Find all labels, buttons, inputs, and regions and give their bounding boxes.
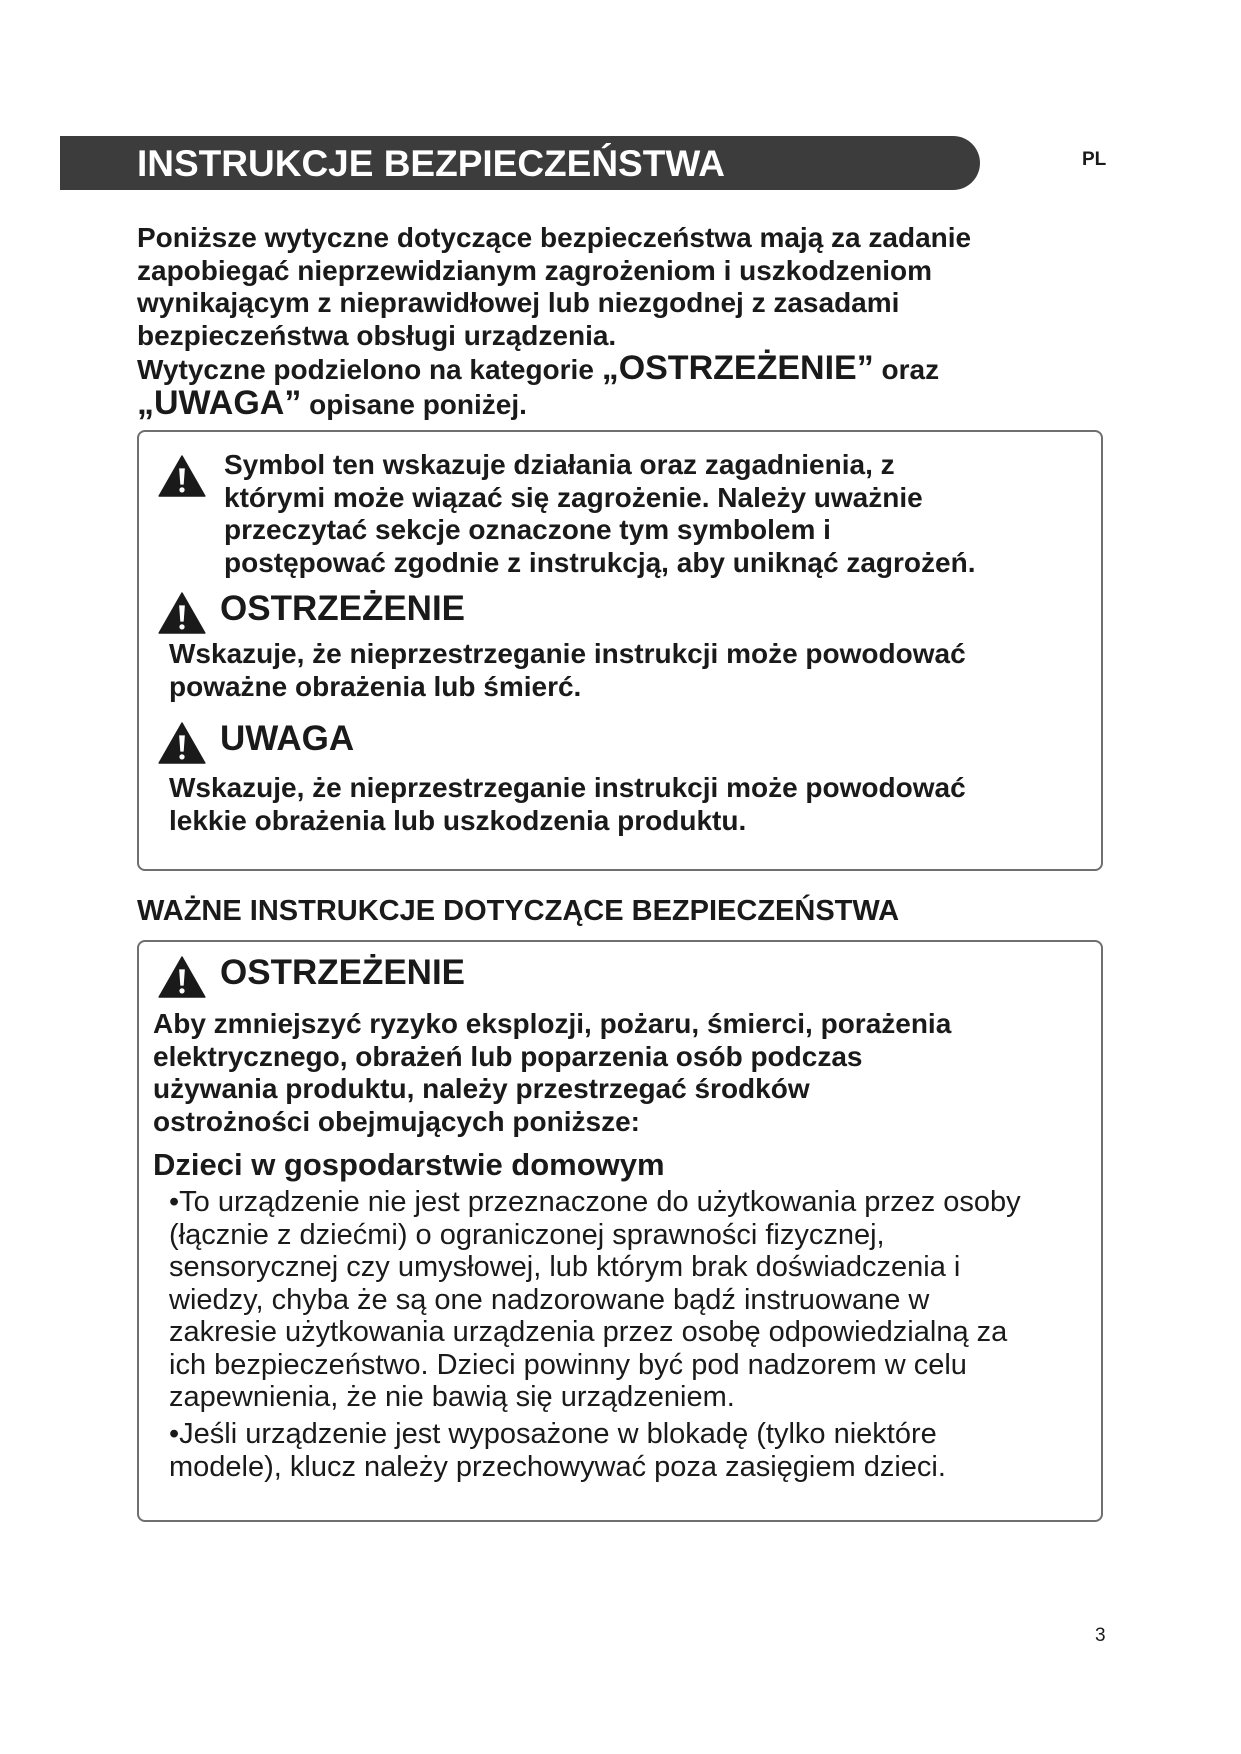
intro-line: zapobiegać nieprzewidzianym zagrożeniom i uszkodzeniom <box>137 254 933 286</box>
warning-description-line: poważne obrażenia lub śmierć. <box>169 670 582 702</box>
warning-text-line: elektrycznego, obrażeń lub poparzenia osób podczas <box>153 1040 863 1072</box>
intro-paragraph <box>137 222 1137 421</box>
bullet-line: sensorycznej czy umysłowej, lub którym brak doświadczenia i <box>169 1251 961 1283</box>
bullet-line: zapewnienia, że nie bawią się urządzeniem. <box>169 1381 735 1413</box>
warning-text-line: ostrożności obejmujących poniższe: <box>153 1105 640 1137</box>
warning-heading: OSTRZEŻENIE <box>220 953 466 992</box>
warning-triangle-icon <box>158 956 206 998</box>
language-code: PL <box>1082 149 1107 170</box>
bullet-line: ich bezpieczeństwo. Dzieci powinny być pod nadzorem w celu <box>169 1348 967 1381</box>
warning-description <box>169 638 966 703</box>
intro-line: wynikającym z nieprawidłowej lub niezgodnej z zasadami <box>137 287 900 318</box>
warning-description-line: Wskazuje, że nieprzestrzeganie instrukcji może powodować <box>169 638 966 669</box>
page-number: 3 <box>1095 1625 1106 1646</box>
category-warning: „OSTRZEŻENIE” <box>601 349 874 387</box>
caution-description-line: lekkie obrażenia lub uszkodzenia produktu. <box>169 804 747 836</box>
symbol-description-line: przeczytać sekcje oznaczone tym symbolem i <box>224 514 831 545</box>
warning-text-line: używania produktu, należy przestrzegać środków <box>153 1073 810 1104</box>
bullet-line: •To urządzenie nie jest przeznaczone do użytkowania przez osoby <box>169 1186 1021 1218</box>
bullet-line: wiedzy, chyba że są one nadzorowane bądź instruowane w <box>169 1283 930 1316</box>
category-line-prefix: Wytyczne podzielono na kategorie <box>137 354 602 385</box>
intro-categories-line <box>137 349 1137 387</box>
warning-heading: OSTRZEŻENIE <box>220 589 466 628</box>
bullet-line: •Jeśli urządzenie jest wyposażone w blokadę (tylko niektóre <box>169 1418 937 1450</box>
intro-line: bezpieczeństwa obsługi urządzenia. <box>137 319 617 351</box>
category-caution: „UWAGA” <box>137 383 302 422</box>
bullet-line: (łącznie z dziećmi) o ograniczonej sprawności fizycznej, <box>169 1218 885 1251</box>
intro-categories-line-2 <box>137 383 1137 422</box>
warning-triangle-icon <box>158 722 206 764</box>
symbol-description-line: postępować zgodnie z instrukcją, aby uniknąć zagrożeń. <box>224 546 976 578</box>
section-title: WAŻNE INSTRUKCJE DOTYCZĄCE BEZPIECZEŃSTWA <box>137 895 900 927</box>
caution-description-line: Wskazuje, że nieprzestrzeganie instrukcji może powodować <box>169 772 966 803</box>
category-line-suffix: opisane poniżej. <box>301 388 527 420</box>
symbol-description-line: którymi może wiązać się zagrożenie. Należy uważnie <box>224 481 923 513</box>
category-line-middle: oraz <box>873 354 940 385</box>
children-subheading: Dzieci w gospodarstwie domowym <box>153 1147 665 1182</box>
warning-text-line: Aby zmniejszyć ryzyko eksplozji, pożaru, śmierci, porażenia <box>153 1008 952 1039</box>
bullet-line: zakresie użytkowania urządzenia przez osobę odpowiedzialną za <box>169 1316 1008 1348</box>
caution-description <box>169 772 966 837</box>
symbol-description <box>224 449 976 579</box>
bullet-item <box>169 1418 946 1483</box>
intro-line: Poniższe wytyczne dotyczące bezpieczeństwa mają za zadanie <box>137 222 972 253</box>
page-title: INSTRUKCJE BEZPIECZEŃSTWA <box>137 143 725 184</box>
symbol-description-line: Symbol ten wskazuje działania oraz zagadnienia, z <box>224 449 895 480</box>
warning-triangle-icon <box>158 455 206 497</box>
caution-heading: UWAGA <box>220 719 355 758</box>
warning-text <box>153 1008 951 1138</box>
warning-triangle-icon <box>158 592 206 634</box>
bullet-line: modele), klucz należy przechowywać poza zasięgiem dzieci. <box>169 1450 946 1483</box>
bullet-item <box>169 1186 1021 1414</box>
